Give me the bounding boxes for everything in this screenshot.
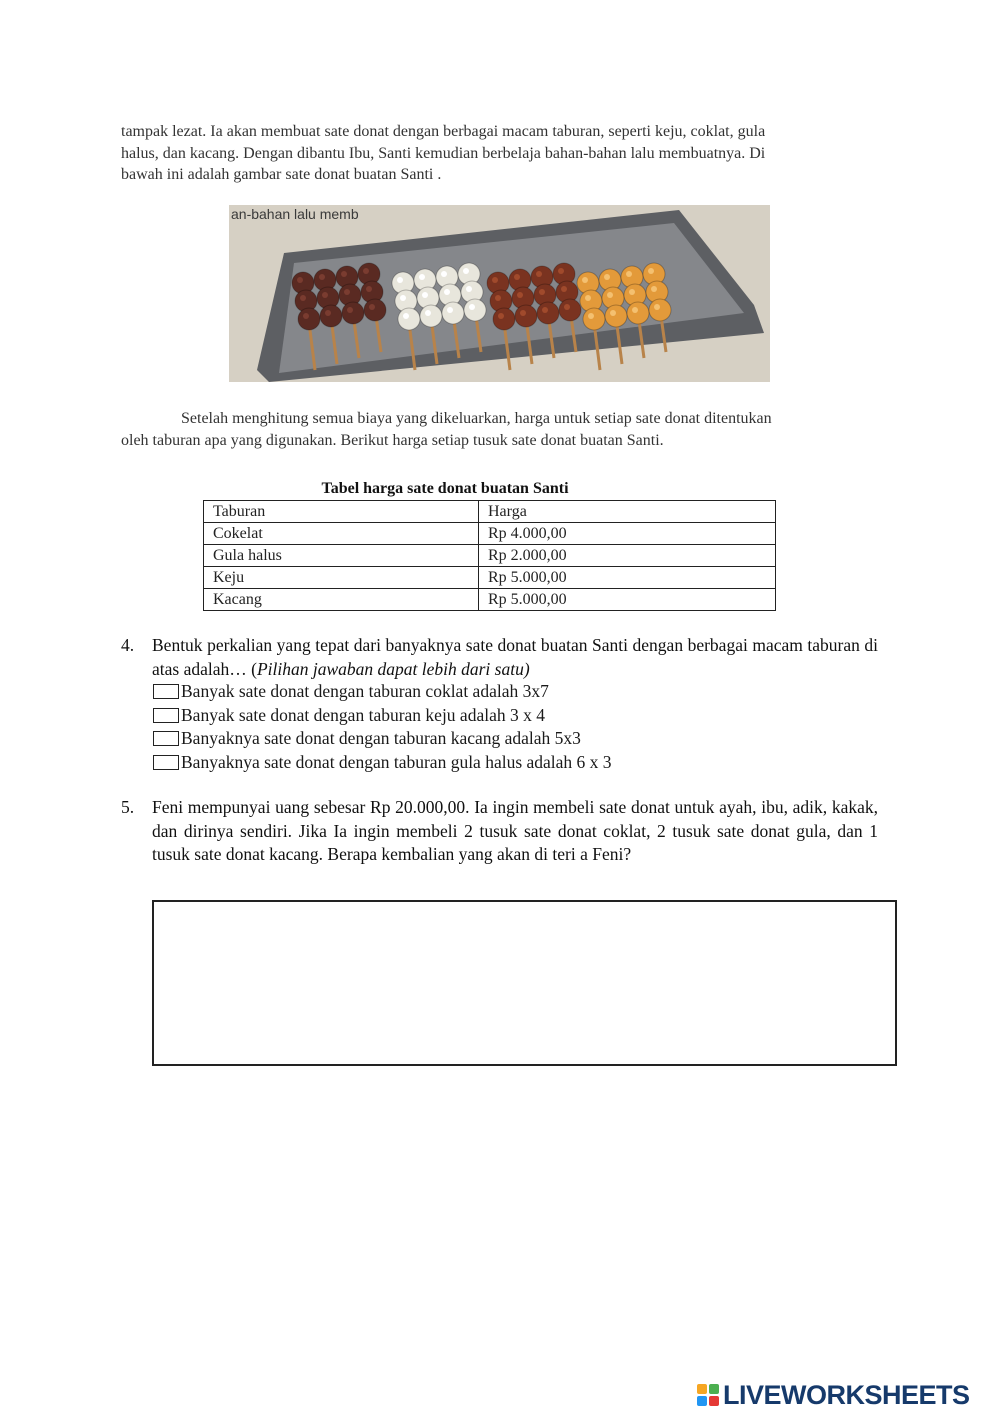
donut-highlight	[397, 277, 403, 283]
donut-highlight	[403, 313, 409, 319]
donut-highlight	[469, 304, 475, 310]
donut-highlight	[447, 307, 453, 313]
option-label: Banyak sate donat dengan taburan coklat adalah 3x7	[181, 681, 549, 701]
table-row	[204, 589, 776, 611]
table-row	[204, 567, 776, 589]
logo-text: LIVEWORKSHEETS	[723, 1379, 970, 1410]
cell-taburan: Gula halus	[204, 545, 479, 567]
donut-highlight	[564, 304, 570, 310]
donut-highlight	[297, 277, 303, 283]
option-row	[152, 680, 852, 704]
donut-ball	[605, 305, 627, 327]
question-hint: Pilihan jawaban dapat lebih dari satu)	[256, 658, 530, 679]
donut-highlight	[347, 307, 353, 313]
option-checkbox[interactable]	[153, 755, 179, 770]
option-row	[152, 751, 852, 775]
donut-highlight	[495, 295, 501, 301]
option-row	[152, 727, 852, 751]
donut-highlight	[654, 304, 660, 310]
donut-ball	[493, 308, 515, 330]
donut-highlight	[363, 268, 369, 274]
table-title: Tabel harga sate donat buatan Santi	[321, 480, 569, 497]
question-number: 4.	[121, 635, 135, 655]
intro-paragraph	[121, 121, 878, 186]
donut-highlight	[325, 310, 331, 316]
donut-highlight	[463, 268, 469, 274]
donut-highlight	[517, 292, 523, 298]
option-label: Banyaknya sate donat dengan taburan gula halus adalah 6 x 3	[181, 751, 612, 772]
option-label: Banyak sate donat dengan taburan keju adalah 3 x 4	[181, 704, 545, 725]
intro-line: halus, dan kacang. Dengan dibantu Ibu, Santi kemudian berbelaja bahan-bahan lalu membuatnya. Di	[121, 144, 766, 162]
donut-highlight	[582, 277, 588, 283]
question-4	[121, 634, 878, 681]
donut-highlight	[626, 271, 632, 277]
donut-ball	[320, 305, 342, 327]
donut-highlight	[419, 274, 425, 280]
donut-ball	[464, 299, 486, 321]
liveworksheets-logo	[697, 1378, 970, 1412]
donut-highlight	[632, 307, 638, 313]
question-text: Feni mempunyai uang sebesar Rp 20.000,00. Ia ingin membeli sate donat untuk ayah, ibu, adik, kakak, dan dirinya sendiri. Jika Ia ingin membeli 2 tusuk sate donat coklat, 2 tusuk sate donat gula, dan 1 tusuk sate donat kacang. Berapa kembalian yang akan di teri a Feni?	[152, 797, 878, 864]
donut-highlight	[536, 271, 542, 277]
para2-line: Setelah menghitung semua biaya yang dikeluarkan, harga untuk setiap sate donat ditentukan	[181, 410, 772, 427]
donut-highlight	[648, 268, 654, 274]
donut-highlight	[441, 271, 447, 277]
header-taburan: Taburan	[204, 501, 479, 523]
cell-taburan: Keju	[204, 567, 479, 589]
option-checkbox[interactable]	[153, 684, 179, 699]
sate-donat-illustration	[229, 205, 770, 382]
option-label: Banyaknya sate donat dengan taburan kacang adalah 5x3	[181, 728, 581, 748]
table-header-row	[204, 501, 776, 523]
donut-ball	[649, 299, 671, 321]
donut-highlight	[444, 289, 450, 295]
donut-highlight	[610, 310, 616, 316]
donut-ball	[298, 308, 320, 330]
donut-ball	[442, 302, 464, 324]
intro-line: bawah ini adalah gambar sate donat buatan Santi .	[121, 166, 442, 183]
donut-ball	[583, 308, 605, 330]
cell-harga: Rp 5.000,00	[479, 567, 776, 589]
cell-harga: Rp 2.000,00	[479, 545, 776, 567]
cell-taburan: Kacang	[204, 589, 479, 611]
donut-highlight	[585, 295, 591, 301]
price-table	[203, 500, 776, 611]
donut-ball	[515, 305, 537, 327]
donut-ball	[364, 299, 386, 321]
question-5	[121, 796, 878, 867]
donut-highlight	[341, 271, 347, 277]
donut-highlight	[369, 304, 375, 310]
para2-line: oleh taburan apa yang digunakan. Berikut harga setiap tusuk sate donat buatan Santi.	[121, 432, 664, 449]
option-checkbox[interactable]	[153, 708, 179, 723]
donut-highlight	[514, 274, 520, 280]
cell-taburan: Cokelat	[204, 523, 479, 545]
donut-highlight	[558, 268, 564, 274]
donut-highlight	[366, 286, 372, 292]
donut-ball	[420, 305, 442, 327]
option-row	[152, 704, 852, 728]
option-checkbox[interactable]	[153, 731, 179, 746]
donut-highlight	[542, 307, 548, 313]
donut-highlight	[319, 274, 325, 280]
donut-highlight	[561, 286, 567, 292]
donut-highlight	[607, 292, 613, 298]
table-row	[204, 545, 776, 567]
donut-ball	[559, 299, 581, 321]
donut-highlight	[400, 295, 406, 301]
donut-highlight	[466, 286, 472, 292]
logo-grid-icon	[697, 1384, 719, 1406]
cell-harga: Rp 5.000,00	[479, 589, 776, 611]
photo-caption-fragment: an-bahan lalu memb	[231, 206, 359, 222]
donut-highlight	[303, 313, 309, 319]
donut-highlight	[604, 274, 610, 280]
donut-highlight	[300, 295, 306, 301]
donut-highlight	[322, 292, 328, 298]
donut-highlight	[651, 286, 657, 292]
donut-ball	[627, 302, 649, 324]
table-row	[204, 523, 776, 545]
answer-input-box[interactable]	[152, 900, 897, 1066]
header-harga: Harga	[479, 501, 776, 523]
intro-line: tampak lezat. Ia akan membuat sate donat dengan berbagai macam taburan, seperti keju, coklat, gula	[121, 123, 766, 140]
donut-highlight	[422, 292, 428, 298]
donut-ball	[537, 302, 559, 324]
question-4-options	[152, 680, 852, 774]
donut-highlight	[344, 289, 350, 295]
donut-highlight	[425, 310, 431, 316]
question-text: Bentuk perkalian yang tepat dari banyaknya sate donat buatan Santi dengan berbagai macam taburan di atas adalah… (	[152, 635, 878, 679]
cell-harga: Rp 4.000,00	[479, 523, 776, 545]
donut-ball	[398, 308, 420, 330]
donut-highlight	[539, 289, 545, 295]
donut-highlight	[520, 310, 526, 316]
price-intro-paragraph	[121, 408, 878, 452]
question-number: 5.	[121, 797, 135, 817]
donut-ball	[342, 302, 364, 324]
donut-highlight	[492, 277, 498, 283]
donut-highlight	[588, 313, 594, 319]
donut-highlight	[629, 289, 635, 295]
donut-highlight	[498, 313, 504, 319]
sate-donat-photo	[229, 205, 770, 382]
